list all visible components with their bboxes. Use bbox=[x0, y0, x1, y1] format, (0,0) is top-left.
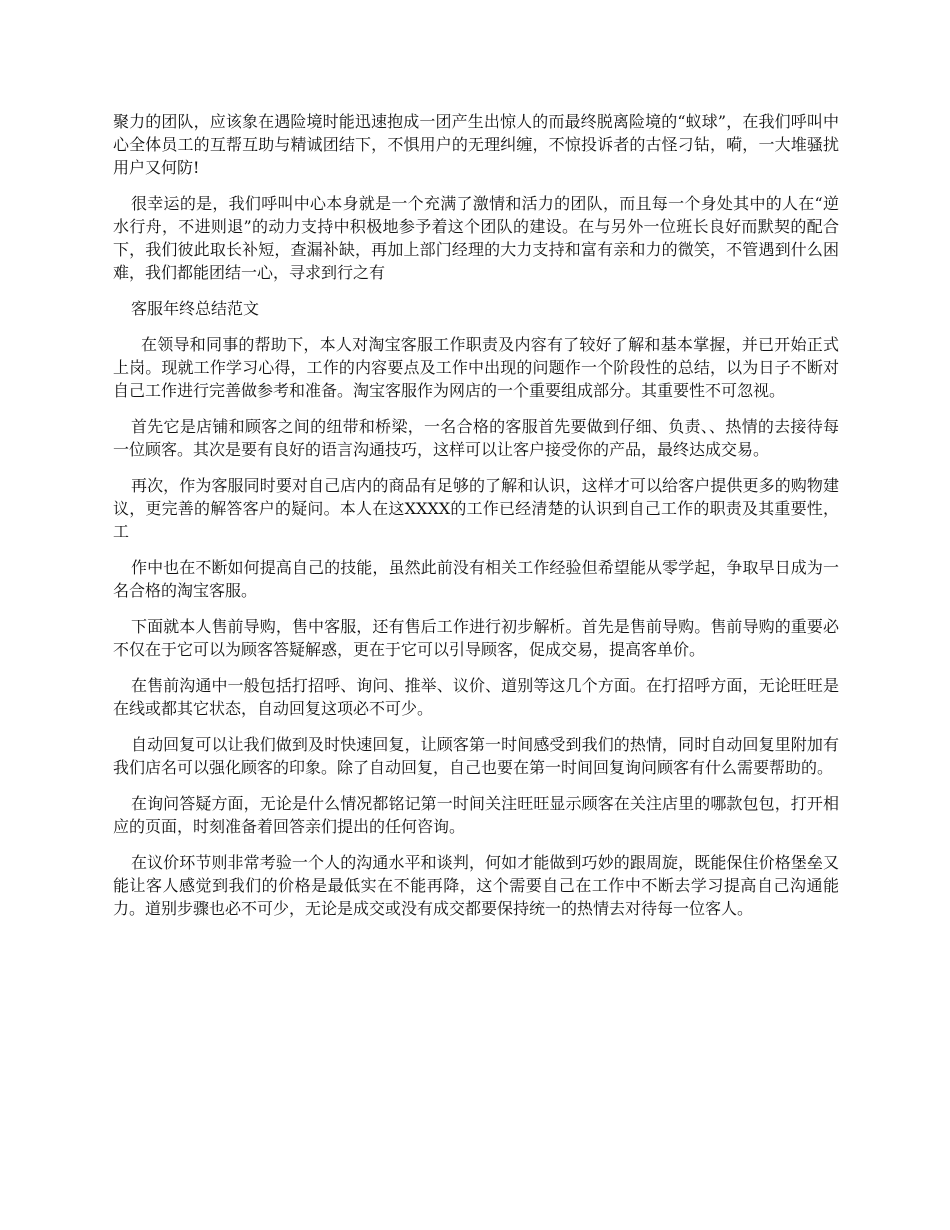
paragraph-7: 下面就本人售前导购，售中客服，还有售后工作进行初步解析。首先是售前导购。售前导购的重要必不仅在于它可以为顾客答疑解惑，更在于它可以引导顾客，促成交易，提高客单价。 bbox=[113, 617, 839, 659]
section-title: 客服年终总结范文 bbox=[131, 299, 260, 318]
document-body bbox=[113, 110, 839, 933]
paragraph-8: 在售前沟通中一般包括打招呼、询问、推举、议价、道别等这几个方面。在打招呼方面，无论旺旺是在线或都其它状态，自动回复这项必不可少。 bbox=[113, 676, 839, 718]
paragraph-1: 聚力的团队，应该象在遇险境时能迅速抱成一团产生出惊人的而最终脱离险境的“蚁球”，在我们呼叫中心全体员工的互帮互助与精诚团结下，不惧用户的无理纠缠，不惊投诉者的古怪刁钻，嗬，一大堆骚扰用户又何防! bbox=[113, 112, 839, 177]
paragraph-6: 作中也在不断如何提高自己的技能，虽然此前没有相关工作经验但希望能从零学起，争取早日成为一名合格的淘宝客服。 bbox=[113, 558, 839, 600]
paragraph-2: 很幸运的是，我们呼叫中心本身就是一个充满了激情和活力的团队，而且每一个身处其中的人在“逆水行舟，不进则退”的动力支持中积极地参予着这个团队的建设。在与另外一位班长良好而默契的配合下，我们彼此取长补短，查漏补缺，再加上部门经理的大力支持和富有亲和力的微笑，不管遇到什么困难，我们都能团结一心，寻求到行之有 bbox=[113, 194, 839, 282]
paragraph-5: 再次，作为客服同时要对自己店内的商品有足够的了解和认识，这样才可以给客户提供更多的购物建议，更完善的解答客户的疑问。本人在这XXXX的工作已经清楚的认识到自己工作的职责及其重要性，工 bbox=[113, 476, 839, 541]
paragraph-10: 在询问答疑方面，无论是什么情况都铭记第一时间关注旺旺显示顾客在关注店里的哪款包包，打开相应的页面，时刻准备着回答亲们提出的任何咨询。 bbox=[113, 794, 839, 836]
paragraph-11: 在议价环节则非常考验一个人的沟通水平和谈判，何如才能做到巧妙的跟周旋，既能保住价格堡垒又能让客人感觉到我们的价格是最低实在不能再降，这个需要自己在工作中不断去学习提高自己沟通能力。道别步骤也必不可少，无论是成交或没有成交都要保持统一的热情去对待每一位客人。 bbox=[113, 853, 839, 918]
paragraph-4: 首先它是店铺和顾客之间的纽带和桥梁，一名合格的客服首先要做到仔细、负责、、热情的去接待每一位顾客。其次是要有良好的语言沟通技巧，这样可以让客户接受你的产品，最终达成交易。 bbox=[113, 417, 839, 459]
paragraph-9: 自动回复可以让我们做到及时快速回复，让顾客第一时间感受到我们的热情，同时自动回复里附加有我们店名可以强化顾客的印象。除了自动回复，自己也要在第一时间回复询问顾客有什么需要帮助的。 bbox=[113, 735, 839, 777]
paragraph-3: 在领导和同事的帮助下，本人对淘宝客服工作职责及内容有了较好了解和基本掌握，并已开始正式上岗。现就工作学习心得，工作的内容要点及工作中出现的问题作一个阶段性的总结，以为日子不断对自己工作进行完善做参考和准备。淘宝客服作为网店的一个重要组成部分。其重要性不可忽视。 bbox=[113, 335, 839, 400]
